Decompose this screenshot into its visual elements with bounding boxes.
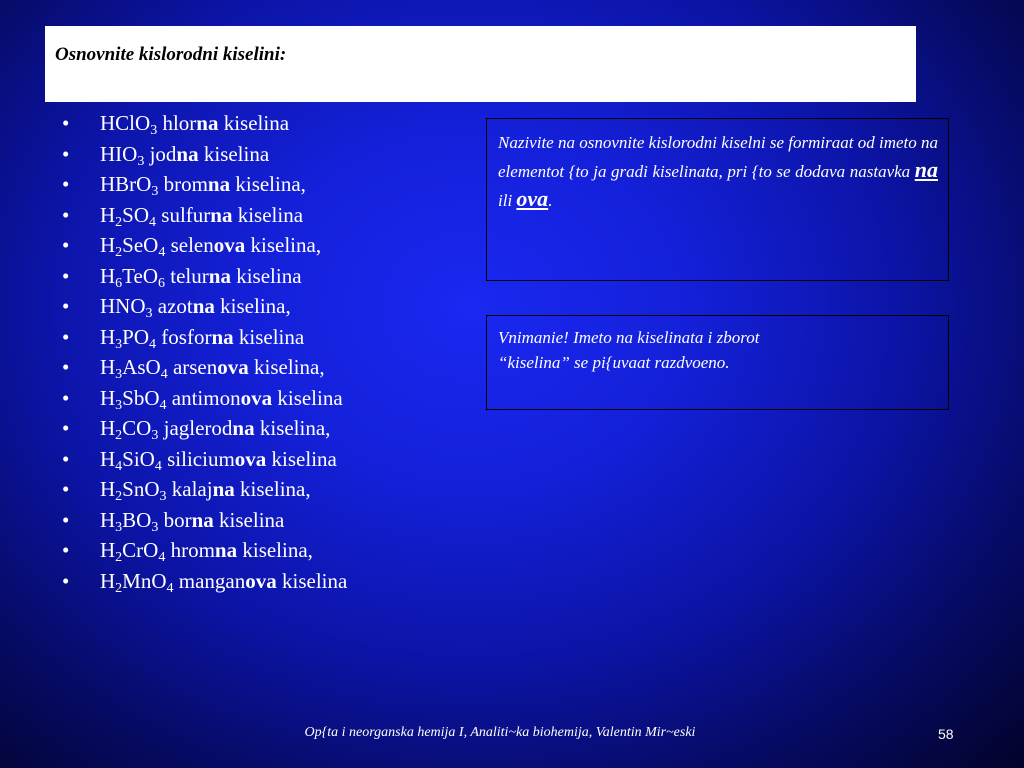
formula-subscript: 3 (151, 184, 159, 199)
suffix-emphasis: na (176, 141, 199, 166)
acid-text: kiselina (213, 507, 285, 532)
formula-subscript: 4 (154, 458, 162, 474)
bullet-icon: • (62, 538, 70, 562)
acid-text: H (100, 507, 116, 532)
formula-subscript: 6 (115, 275, 123, 291)
bullet-icon: • (62, 416, 70, 440)
formula-subscript: 6 (158, 275, 166, 291)
acid-text: kiselina, (230, 172, 306, 196)
acid-list-item (62, 139, 482, 170)
acid-list-item (62, 291, 482, 322)
formula-subscript: 3 (151, 428, 159, 443)
acid-text: H (100, 355, 116, 379)
formula-subscript: 2 (115, 428, 123, 443)
acid-list-item (62, 535, 482, 566)
acid-text: MnO (122, 568, 167, 593)
note-text-middle: ili (498, 191, 517, 210)
formula-subscript: 4 (166, 580, 174, 596)
acid-list (62, 108, 482, 596)
acid-text: kiselina (233, 324, 305, 349)
acid-text: jod (144, 141, 177, 166)
acid-text: kiselina (276, 568, 348, 593)
bullet-icon: • (62, 141, 70, 166)
warning-line-2: “kiselina” se pi{uvaat razdvoeno. (498, 353, 730, 372)
acid-text: mangan (173, 568, 246, 593)
acid-text: kiselina (266, 446, 337, 471)
acid-text: kiselina, (237, 538, 313, 562)
acid-text: H (100, 477, 116, 501)
formula-subscript: 4 (159, 397, 167, 413)
bullet-icon: • (62, 294, 70, 318)
bullet-icon: • (62, 355, 70, 379)
bullet-icon: • (62, 446, 70, 471)
note-text-before: Nazivite na osnovnite kislorodni kiselni se formiraat od imeto na elementot {to ja gradi kiselinata, pri {to se dodava nastavka (498, 133, 938, 181)
acid-text: azot (152, 294, 193, 318)
acid-text: BO (122, 507, 152, 532)
formula-subscript: 3 (115, 519, 123, 535)
formula-subscript: 3 (137, 153, 145, 169)
bullet-icon: • (62, 477, 70, 501)
acid-list-item (62, 413, 482, 444)
acid-text: H (100, 446, 116, 471)
formula-subscript: 2 (115, 214, 123, 230)
note-text-end: . (548, 191, 553, 210)
acid-text: brom (158, 172, 208, 196)
acid-text: antimon (166, 385, 241, 410)
acid-text: H (100, 263, 116, 288)
formula-subscript: 2 (115, 489, 123, 504)
formula-subscript: 2 (115, 550, 123, 565)
acid-text: hlor (157, 111, 197, 135)
title-box (45, 26, 916, 102)
acid-text: CrO (122, 538, 159, 562)
suffix-emphasis: na (232, 416, 255, 440)
acid-text: H (100, 324, 116, 349)
suffix-emphasis: ova (240, 385, 273, 410)
acid-text: hrom (165, 538, 215, 562)
suffix-emphasis: na (191, 507, 214, 532)
suffix-emphasis: na (207, 172, 231, 196)
acid-text: kiselina (272, 385, 343, 410)
suffix-emphasis: na (208, 263, 231, 288)
suffix-emphasis: na (211, 324, 234, 349)
bullet-icon: • (62, 202, 70, 227)
formula-subscript: 4 (158, 245, 166, 260)
formula-subscript: 3 (115, 336, 123, 352)
acid-list-item (62, 383, 482, 414)
acid-text: H (100, 538, 116, 562)
formula-subscript: 4 (115, 458, 123, 474)
acid-text: kiselina (232, 202, 304, 227)
suffix-emphasis: ova (213, 233, 246, 257)
warning-line-1: Vnimanie! Imeto na kiselinata i zborot (498, 328, 760, 347)
acid-text: kiselina, (254, 416, 331, 440)
acid-list-item (62, 444, 482, 475)
acid-text: kiselina, (245, 233, 322, 257)
acid-text: AsO (122, 355, 161, 379)
acid-text: kiselina (230, 263, 302, 288)
acid-text: silicium (161, 446, 235, 471)
bullet-icon: • (62, 507, 70, 532)
acid-list-item (62, 352, 482, 383)
acid-list-item (62, 474, 482, 505)
bullet-icon: • (62, 233, 70, 257)
acid-list-item (62, 566, 482, 597)
suffix-emphasis: ova (245, 568, 277, 593)
acid-text: H (100, 385, 116, 410)
acid-text: bor (158, 507, 192, 532)
acid-text: telur (165, 263, 209, 288)
acid-text: SeO (122, 233, 159, 257)
acid-text: kalaj (166, 477, 213, 501)
acid-text: HIO (100, 141, 138, 166)
footer-text: Op{ta i neorganska hemija I, Analiti~ka biohemija, Valentin Mir~eski (304, 725, 696, 740)
acid-list-item (62, 230, 482, 261)
acid-text: SbO (122, 385, 160, 410)
suffix-emphasis: ova (217, 355, 249, 379)
acid-text: SO (122, 202, 150, 227)
acid-list-item (62, 108, 482, 139)
acid-text: jaglerod (158, 416, 233, 440)
formula-subscript: 4 (158, 550, 166, 565)
suffix-emphasis: na (196, 111, 219, 135)
acid-text: kiselina, (214, 294, 291, 318)
formula-subscript: 3 (115, 367, 123, 382)
bullet-icon: • (62, 385, 70, 410)
formula-subscript: 3 (150, 123, 158, 138)
bullet-icon: • (62, 568, 70, 593)
acid-text: sulfur (156, 202, 211, 227)
acid-text: TeO (122, 263, 159, 288)
formula-subscript: 3 (159, 489, 167, 504)
acid-text: SnO (122, 477, 160, 501)
naming-note-box (486, 118, 949, 281)
acid-list-item (62, 505, 482, 536)
bullet-icon: • (62, 263, 70, 288)
acid-text: HClO (100, 111, 151, 135)
formula-subscript: 3 (151, 519, 159, 535)
suffix-emphasis: na (210, 202, 233, 227)
naming-note-text (498, 129, 938, 214)
warning-text (498, 325, 938, 375)
warning-box (486, 315, 949, 410)
acid-text: kiselina, (234, 477, 311, 501)
suffix-ova: ova (516, 186, 549, 211)
acid-text: H (100, 233, 116, 257)
acid-text: CO (122, 416, 152, 440)
bullet-icon: • (62, 324, 70, 349)
acid-text: kiselina (218, 111, 290, 135)
formula-subscript: 4 (149, 214, 157, 230)
page-number: 58 (938, 726, 954, 742)
suffix-emphasis: na (214, 538, 238, 562)
acid-list-item (62, 322, 482, 353)
formula-subscript: 4 (149, 336, 157, 352)
acid-text: selen (165, 233, 214, 257)
formula-subscript: 4 (160, 367, 168, 382)
acid-text: kiselina, (248, 355, 325, 379)
acid-text: H (100, 568, 116, 593)
formula-subscript: 3 (145, 306, 153, 321)
acid-list-item (62, 169, 482, 200)
suffix-na: na (914, 157, 938, 182)
acid-list-item (62, 261, 482, 292)
suffix-emphasis: na (192, 294, 215, 318)
acid-text: SiO (122, 446, 155, 471)
slide-title: Osnovnite kislorodni kiselini: (55, 44, 287, 65)
acid-text: PO (122, 324, 150, 349)
acid-text: arsen (167, 355, 218, 379)
suffix-emphasis: na (212, 477, 235, 501)
acid-text: HNO (100, 294, 146, 318)
acid-text: H (100, 416, 116, 440)
acid-text: kiselina (198, 141, 270, 166)
acid-text: H (100, 202, 116, 227)
suffix-emphasis: ova (234, 446, 267, 471)
formula-subscript: 2 (115, 580, 123, 596)
bullet-icon: • (62, 172, 70, 196)
acid-text: fosfor (156, 324, 212, 349)
acid-text: HBrO (100, 172, 152, 196)
bullet-icon: • (62, 111, 70, 135)
formula-subscript: 2 (115, 245, 123, 260)
acid-list-item (62, 200, 482, 231)
formula-subscript: 3 (115, 397, 123, 413)
